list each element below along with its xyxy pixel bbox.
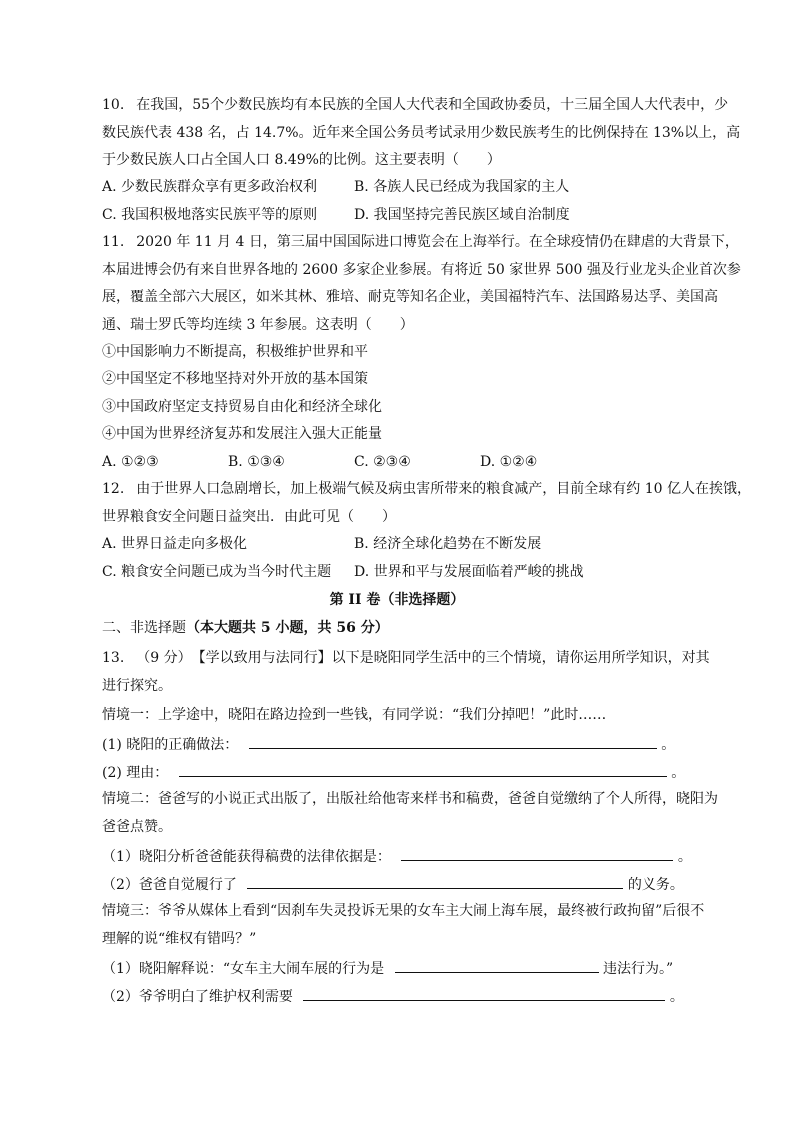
q11-option-c: C. ②③④ [354,454,411,470]
q11-item-1: ①中国影响力不断提高，积极维护世界和平 [102,344,368,360]
scenario-3-question-2: （2）爷爷明白了维护权利需要 。 [102,986,684,1006]
q10-option-d: D. 我国坚持完善民族区域自治制度 [354,207,570,223]
q12-line-2: 世界粮食安全问题日益突出．由此可见（ ） [102,509,396,525]
q10-option-b: B. 各族人民已经成为我国家的主人 [354,179,570,195]
answer-blank[interactable] [247,874,623,889]
answer-blank[interactable] [179,762,667,777]
q11-number: 11. [102,234,125,250]
scenario-3-line-1: 情境三：爷爷从媒体上看到“因刹车失灵投诉无果的女车主大闹上海车展，最终被行政拘留”后很不 [102,903,705,919]
q10-option-c: C. 我国积极地落实民族平等的原则 [102,207,318,223]
answer-blank[interactable] [249,734,657,749]
q11-option-a: A. ①②③ [102,454,159,470]
q10-number: 10. [102,97,125,113]
q11-item-2: ②中国坚定不移地坚持对外开放的基本国策 [102,371,368,387]
q11-line-4: 通、瑞士罗氏等均连续 3 年参展。这表明（ ） [102,317,414,333]
answer-blank[interactable] [401,846,673,861]
q11-line-2: 本届进博会仍有来自世界各地的 2600 多家企业参展。有将近 50 家世界 500 强及行业龙头企业首次参 [102,262,741,278]
q12-number: 12. [102,481,125,497]
scenario-1-text: 情境一：上学途中，晓阳在路边捡到一些钱，有同学说：“我们分掉吧！”此时…… [102,707,607,723]
scenario-2-question-2: （2）爸爸自觉履行了 的义务。 [102,874,684,894]
q11-option-d: D. ①②④ [480,454,538,470]
q12-option-a: A. 世界日益走向多极化 [102,536,248,552]
scenario-1-question-2: (2) 理由： 。 [102,762,685,782]
q12-option-d: D. 世界和平与发展面临着严峻的挑战 [354,564,584,580]
q11-line-3: 展，覆盖全部六大展区，如米其林、雅培、耐克等知名企业，美国福特汽车、法国路易达孚、美国高 [102,289,718,305]
section-2-title: 第 II 卷（非选择题） [329,592,465,608]
q11-option-b: B. ①③④ [228,454,285,470]
scenario-1-question-1: (1) 晓阳的正确做法： 。 [102,734,675,754]
section-2-heading: 二、非选择题（本大题共 5 小题，共 56 分） [102,620,389,636]
q11-line-1: 11. 2020 年 11 月 4 日，第三届中国国际进口博览会在上海举行。在全球疫情仍在肆虐的大背景下， [102,234,739,250]
q12-option-b: B. 经济全球化趋势在不断发展 [354,536,542,552]
q10-option-a: A. 少数民族群众享有更多政治权利 [102,179,318,195]
answer-blank[interactable] [303,986,665,1001]
scenario-2-line-2: 爸爸点赞。 [102,819,172,835]
answer-blank[interactable] [395,958,599,973]
q13-number: 13. [102,650,125,666]
q11-item-3: ③中国政府坚定支持贸易自由化和经济全球化 [102,399,382,415]
q13-intro-line-2: 进行探究。 [102,678,172,694]
q10-line-3: 于少数民族人口占全国人口 8.49%的比例。这主要表明（ ） [102,152,501,168]
scenario-2-line-1: 情境二：爸爸写的小说正式出版了，出版社给他寄来样书和稿费，爸爸自觉缴纳了个人所得，晓阳为 [102,791,718,807]
scenario-3-line-2: 理解的说“维权有错吗？” [102,931,257,947]
q13-intro-line-1: 13. （9 分） 【学以致用与法同行】以下是晓阳同学生活中的三个情境，请你运用所学知识，对其 [102,650,710,666]
q12-line-1: 12. 由于世界人口急剧增长，加上极端气候及病虫害所带来的粮食减产，目前全球有约 10 亿人在挨饿， [102,481,751,497]
scenario-2-question-1: （1）晓阳分析爸爸能获得稿费的法律依据是： 。 [102,846,692,866]
q10-line-2: 数民族代表 438 名，占 14.7%。近年来全国公务员考试录用少数民族考生的比例保持在 13%以上，高 [102,125,741,141]
q12-option-c: C. 粮食安全问题已成为当今时代主题 [102,564,332,580]
scenario-3-question-1: （1）晓阳解释说：“女车主大闹车展的行为是 违法行为。” [102,958,673,978]
q10-line-1: 10. 在我国，55个少数民族均有本民族的全国人大代表和全国政协委员，十三届全国人大代表中，少 [102,97,729,113]
q11-item-4: ④中国为世界经济复苏和发展注入强大正能量 [102,426,382,442]
